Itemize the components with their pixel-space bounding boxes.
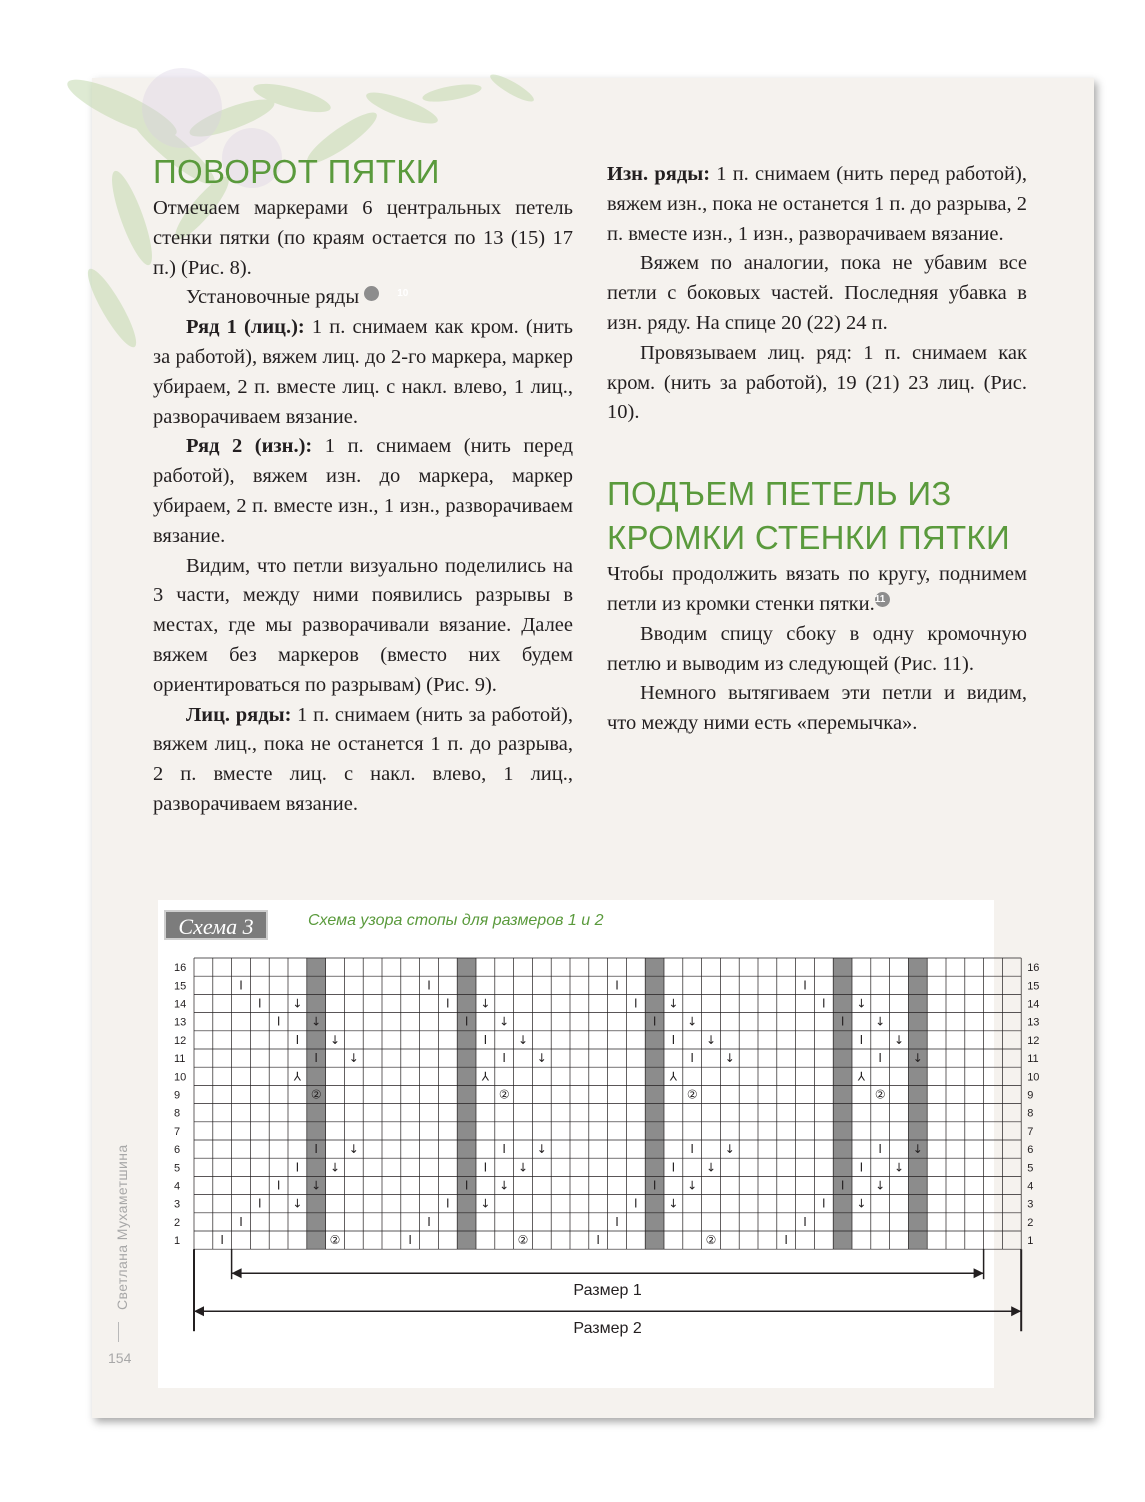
down-arrow-symbol: ↓ xyxy=(329,1160,341,1175)
knit-symbol: I xyxy=(634,996,638,1011)
knit-symbol: I xyxy=(671,1160,676,1175)
down-arrow-symbol: ↓ xyxy=(875,1014,886,1029)
arrow-head xyxy=(232,1268,242,1278)
row-number-right: 12 xyxy=(1027,1034,1040,1047)
down-arrow-symbol: ↓ xyxy=(724,1051,735,1066)
knit-symbol: I xyxy=(615,1214,619,1229)
row-number-left: 7 xyxy=(174,1125,181,1138)
row-number-left: 9 xyxy=(174,1089,181,1102)
knit-symbol: I xyxy=(258,1196,262,1211)
paragraph: Видим, что петли визуально поделились на 3 части, между ними появились разрывы в местах, где мы разворачивали вязание. Далее вяжем без маркеров (вместо них будем ориентироваться по разрывам) (Рис. 9). xyxy=(153,554,573,696)
figure-ref-badge: 11 xyxy=(875,592,890,607)
row-number-left: 16 xyxy=(174,962,187,975)
knit-symbol: I xyxy=(840,1014,845,1029)
circled-two-symbol: ② xyxy=(310,1087,322,1102)
knit-symbol: I xyxy=(803,978,807,993)
paragraph: Провязываем лиц. ряд: 1 п. снимаем как кром. (нить за работой), 19 (21) 23 лиц. (Рис. 10). xyxy=(607,341,1027,424)
circled-two-symbol: ② xyxy=(517,1233,529,1248)
knitting-chart-grid xyxy=(158,948,1040,1388)
knit-symbol: I xyxy=(596,1233,600,1248)
row-number-right: 11 xyxy=(1027,1053,1039,1066)
row-number-right: 5 xyxy=(1027,1162,1034,1175)
paragraph: Лиц. ряды: 1 п. снимаем (нить за работой), вяжем лиц., пока не останется 1 п. до разрыва, 2 п. вместе лиц. с накл. влево, 1 лиц., разворачиваем вязание. xyxy=(153,703,574,815)
paragraph: Ряд 1 (лиц.): 1 п. снимаем как кром. (нить за работой), вяжем лиц. до 2-го маркера, маркер убираем, 2 п. вместе лиц. с накл. влево, 1 лиц., разворачиваем вязание. xyxy=(153,316,574,428)
book-page xyxy=(92,78,1094,1418)
knit-symbol: I xyxy=(408,1233,412,1248)
down-arrow-symbol: ↓ xyxy=(480,1196,491,1211)
row-number-right: 14 xyxy=(1027,998,1040,1011)
arrow-head xyxy=(1011,1306,1021,1316)
decrease-symbol: ⅄ xyxy=(857,1069,866,1084)
knit-symbol: I xyxy=(314,1142,318,1157)
down-arrow-symbol: ↓ xyxy=(536,1142,547,1157)
size-2-label: Размер 2 xyxy=(573,1320,642,1338)
divider xyxy=(118,1322,119,1342)
row-number-left: 3 xyxy=(174,1198,181,1211)
paragraph: Отмечаем маркерами 6 центральных петель стенки пятки (по краям остается по 13 (15) 17 п.) (Рис. 8). xyxy=(153,197,573,279)
down-arrow-symbol: ↓ xyxy=(893,1032,905,1047)
knit-symbol: I xyxy=(840,1178,845,1193)
decrease-symbol: ⅄ xyxy=(669,1069,678,1084)
down-arrow-symbol: ↓ xyxy=(856,1196,867,1211)
row-number-left: 10 xyxy=(174,1071,187,1084)
circled-two-symbol: ② xyxy=(705,1233,717,1248)
knit-symbol: I xyxy=(652,1178,657,1193)
heading-pick-up-stitches: ПОДЪЕМ ПЕТЕЛЬ ИЗ КРОМКИ СТЕНКИ ПЯТКИ xyxy=(607,475,1010,557)
knit-symbol: I xyxy=(859,1032,864,1047)
knit-symbol: I xyxy=(295,1160,300,1175)
down-arrow-symbol: ↓ xyxy=(687,1014,698,1029)
row-number-right: 7 xyxy=(1027,1125,1034,1138)
knit-symbol: I xyxy=(427,978,431,993)
author-name: Светлана Мухаметшина xyxy=(114,1144,130,1310)
knit-symbol: I xyxy=(652,1014,657,1029)
paragraph: Установочные ряды 10 xyxy=(186,286,409,309)
knitting-scheme xyxy=(158,900,1040,1388)
down-arrow-symbol: ↓ xyxy=(348,1051,359,1066)
down-arrow-symbol: ↓ xyxy=(329,1032,341,1047)
down-arrow-symbol: ↓ xyxy=(517,1160,529,1175)
down-arrow-symbol: ↓ xyxy=(517,1032,529,1047)
figure-ref-badge: 10 xyxy=(364,286,379,301)
down-arrow-symbol: ↓ xyxy=(668,996,679,1011)
row-number-right: 6 xyxy=(1027,1144,1034,1157)
circled-two-symbol: ② xyxy=(329,1233,341,1248)
row-number-left: 14 xyxy=(174,998,187,1011)
down-arrow-symbol: ↓ xyxy=(311,1014,322,1029)
row-number-right: 10 xyxy=(1027,1071,1040,1084)
row-number-right: 3 xyxy=(1027,1198,1034,1211)
row-number-left: 6 xyxy=(174,1144,181,1157)
knit-symbol: I xyxy=(464,1014,469,1029)
knit-symbol: I xyxy=(878,1051,882,1066)
down-arrow-symbol: ↓ xyxy=(724,1142,735,1157)
row-number-right: 2 xyxy=(1027,1216,1034,1229)
down-arrow-symbol: ↓ xyxy=(705,1032,717,1047)
down-arrow-symbol: ↓ xyxy=(856,996,867,1011)
knit-symbol: I xyxy=(314,1051,318,1066)
knit-symbol: I xyxy=(295,1032,300,1047)
row-number-left: 12 xyxy=(174,1034,187,1047)
decrease-symbol: ⅄ xyxy=(293,1069,302,1084)
knit-symbol: I xyxy=(502,1051,506,1066)
row-number-right: 4 xyxy=(1027,1180,1034,1193)
row-number-right: 15 xyxy=(1027,980,1040,993)
knit-symbol: I xyxy=(822,1196,826,1211)
down-arrow-symbol: ↓ xyxy=(499,1014,510,1029)
down-arrow-symbol: ↓ xyxy=(705,1160,717,1175)
down-arrow-symbol: ↓ xyxy=(687,1178,698,1193)
size-1-label: Размер 1 xyxy=(573,1282,642,1300)
down-arrow-symbol: ↓ xyxy=(912,1051,923,1066)
heading-heel-turn: ПОВОРОТ ПЯТКИ xyxy=(153,153,440,190)
row-number-right: 1 xyxy=(1027,1235,1034,1248)
paragraph: Немного вытягиваем эти петли и видим, что между ними есть «перемычка». xyxy=(607,682,1027,735)
row-number-right: 16 xyxy=(1027,962,1040,975)
knit-symbol: I xyxy=(239,978,243,993)
arrow-head xyxy=(194,1306,204,1316)
circled-two-symbol: ② xyxy=(874,1087,886,1102)
paragraph: Изн. ряды: 1 п. снимаем (нить перед работой), вяжем изн., пока не останется 1 п. до разрыва, 2 п. вместе изн., 1 изн., разворачиваем вязание. xyxy=(607,163,1027,245)
down-arrow-symbol: ↓ xyxy=(480,996,491,1011)
knit-symbol: I xyxy=(258,996,262,1011)
knit-symbol: I xyxy=(803,1214,807,1229)
row-number-left: 15 xyxy=(174,980,187,993)
circled-two-symbol: ② xyxy=(686,1087,698,1102)
knit-symbol: I xyxy=(615,978,619,993)
knit-symbol: I xyxy=(427,1214,431,1229)
knit-symbol: I xyxy=(784,1233,788,1248)
arrow-head xyxy=(974,1268,984,1278)
knit-symbol: I xyxy=(634,1196,638,1211)
down-arrow-symbol: ↓ xyxy=(668,1196,679,1211)
knit-symbol: I xyxy=(464,1178,469,1193)
knit-symbol: I xyxy=(446,996,450,1011)
down-arrow-symbol: ↓ xyxy=(875,1178,886,1193)
knit-symbol: I xyxy=(220,1233,224,1248)
paragraph: Чтобы продолжить вязать по кругу, поднимем петли из кромки стенки пятки.11 xyxy=(607,563,1027,615)
row-number-left: 8 xyxy=(174,1107,181,1120)
down-arrow-symbol: ↓ xyxy=(292,996,303,1011)
down-arrow-symbol: ↓ xyxy=(912,1142,923,1157)
decrease-symbol: ⅄ xyxy=(481,1069,490,1084)
knit-symbol: I xyxy=(483,1160,488,1175)
row-number-left: 1 xyxy=(174,1235,181,1248)
paragraph: Вяжем по аналогии, пока не убавим все петли с боковых частей. Последняя убавка в изн. ряду. На спице 20 (22) 24 п. xyxy=(607,252,1027,334)
circled-two-symbol: ② xyxy=(498,1087,510,1102)
scheme-label: Схема 3 xyxy=(164,910,268,940)
knit-symbol: I xyxy=(502,1142,506,1157)
row-number-left: 5 xyxy=(174,1162,181,1175)
knit-symbol: I xyxy=(446,1196,450,1211)
down-arrow-symbol: ↓ xyxy=(292,1196,303,1211)
down-arrow-symbol: ↓ xyxy=(499,1178,510,1193)
row-number-right: 8 xyxy=(1027,1107,1034,1120)
row-number-left: 4 xyxy=(174,1180,181,1193)
down-arrow-symbol: ↓ xyxy=(348,1142,359,1157)
right-column xyxy=(607,160,1027,739)
knit-symbol: I xyxy=(690,1142,694,1157)
left-column xyxy=(153,150,573,820)
down-arrow-symbol: ↓ xyxy=(311,1178,322,1193)
row-number-right: 13 xyxy=(1027,1016,1040,1029)
down-arrow-symbol: ↓ xyxy=(893,1160,905,1175)
knit-symbol: I xyxy=(483,1032,488,1047)
knit-symbol: I xyxy=(276,1014,281,1029)
knit-symbol: I xyxy=(239,1214,243,1229)
page-number: 154 xyxy=(108,1350,132,1366)
paragraph: Вводим спицу сбоку в одну кромочную петлю и выводим из следующей (Рис. 11). xyxy=(607,622,1027,675)
row-number-left: 13 xyxy=(174,1016,187,1029)
knit-symbol: I xyxy=(859,1160,864,1175)
row-number-right: 9 xyxy=(1027,1089,1034,1102)
row-number-left: 2 xyxy=(174,1216,181,1229)
knit-symbol: I xyxy=(822,996,826,1011)
knit-symbol: I xyxy=(878,1142,882,1157)
scheme-title: Схема узора стопы для размеров 1 и 2 xyxy=(308,912,604,929)
down-arrow-symbol: ↓ xyxy=(536,1051,547,1066)
knit-symbol: I xyxy=(671,1032,676,1047)
row-number-left: 11 xyxy=(174,1053,186,1066)
knit-symbol: I xyxy=(276,1178,281,1193)
knit-symbol: I xyxy=(690,1051,694,1066)
paragraph: Ряд 2 (изн.): 1 п. снимаем (нить перед работой), вяжем изн. до маркера, маркер убираем, 2 п. вместе изн., 1 изн., разворачиваем вязание. xyxy=(153,435,573,547)
